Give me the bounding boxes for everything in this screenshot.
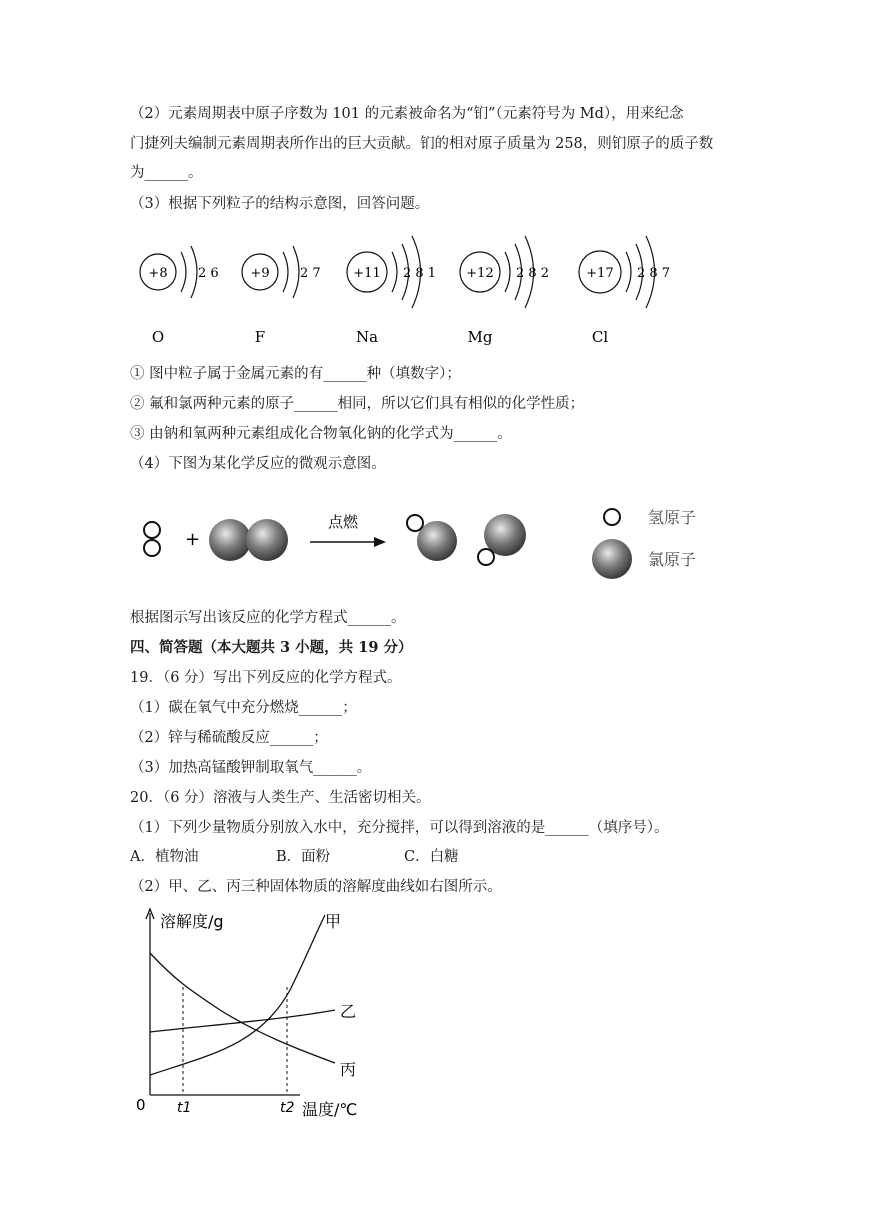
electron-label: 2 7 [300,266,321,281]
chlorine-atom-icon [592,539,632,579]
q3-sub-3: ③ 由钠和氧两种元素组成化合物氧化钠的化学式为______。 [130,426,512,442]
q2-line-2: 门捷列夫编制元素周期表所作出的巨大贡献。钔的相对原子质量为 258，则钔原子的质子数 [130,136,714,152]
element-symbol: Mg [467,328,493,346]
series-label-jia: 甲 [325,912,342,931]
q4-intro: （4）下图为某化学反应的微观示意图。 [130,456,386,472]
section-title: 四、简答题（本大题共 3 小题，共 19 分） [130,639,413,656]
origin-label: 0 [136,1096,146,1114]
hcl-molecule [478,514,526,565]
q4-question: 根据图示写出该反应的化学方程式______。 [130,610,406,626]
nucleus-label: +11 [353,266,381,281]
reaction-condition: 点燃 [327,513,359,531]
atom-diagram-cl [579,236,670,346]
atom-diagram-o [140,246,219,346]
tick-t2: t2 [280,1100,295,1116]
atom-diagram-na [347,236,436,346]
nucleus-label: +12 [466,266,494,281]
solubility-chart [130,905,390,1125]
hcl-molecule [407,515,457,561]
q3-sub-1: ① 图中粒子属于金属元素的有______种（填数字）； [130,366,461,382]
hydrogen-molecule [144,522,160,556]
q3-intro: （3）根据下列粒子的结构示意图，回答问题。 [130,196,430,212]
q20-option-c: C．白糖 [404,849,459,865]
atomic-structure-diagrams [130,222,690,352]
q19-title: 19．（6 分）写出下列反应的化学方程式。 [130,670,402,686]
nucleus-label: +17 [586,266,614,281]
q2-line-3: 为______。 [130,165,203,181]
q20-sub-2: （2）甲、乙、丙三种固体物质的溶解度曲线如右图所示。 [130,879,502,895]
electron-label: 2 8 7 [637,266,671,281]
element-symbol: O [151,328,165,346]
y-axis-label: 溶解度/g [160,912,224,931]
nucleus-label: +9 [250,266,270,281]
q3-sub-2: ② 氟和氯两种元素的原子______相同，所以它们具有相似的化学性质； [130,396,585,412]
arrow-head-icon [374,537,386,547]
series-label-bing: 丙 [340,1060,357,1079]
q20-option-a: A．植物油 [130,849,199,865]
element-symbol: Cl [591,328,609,346]
atom-diagram-f [242,246,321,346]
q2-line-1: （2）元素周期表中原子序数为 101 的元素被命名为“钔”（元素符号为 Md），用来纪念 [130,106,684,122]
electron-label: 2 8 1 [403,266,437,281]
element-symbol: Na [355,328,379,346]
reaction-diagram [130,495,730,595]
chlorine-molecule [209,519,288,561]
curve-jia [150,915,325,1075]
q20-sub-1: （1）下列少量物质分别放入水中，充分搅拌，可以得到溶液的是______（填序号）。 [130,820,669,836]
legend-chlorine: 氯原子 [648,550,697,569]
nucleus-label: +8 [148,266,168,281]
plus-sign: + [185,529,201,550]
tick-t1: t1 [177,1100,192,1116]
q20-title: 20．（6 分）溶液与人类生产、生活密切相关。 [130,790,431,806]
atom-diagram-mg [460,236,549,346]
element-symbol: F [254,328,266,346]
q19-sub-1: （1）碳在氧气中充分燃烧______； [130,700,357,716]
curve-bing [150,953,335,1063]
q20-option-b: B．面粉 [276,849,331,865]
q19-sub-2: （2）锌与稀硫酸反应______； [130,730,328,746]
series-label-yi: 乙 [340,1002,357,1021]
curve-yi [150,1010,335,1032]
q19-sub-3: （3）加热高锰酸钾制取氧气______。 [130,760,372,776]
legend-hydrogen: 氢原子 [648,508,697,527]
x-axis-label: 温度/℃ [302,1100,358,1119]
electron-label: 2 6 [198,266,219,281]
hydrogen-atom-icon [604,509,620,525]
electron-label: 2 8 2 [516,266,550,281]
legend [592,508,696,579]
